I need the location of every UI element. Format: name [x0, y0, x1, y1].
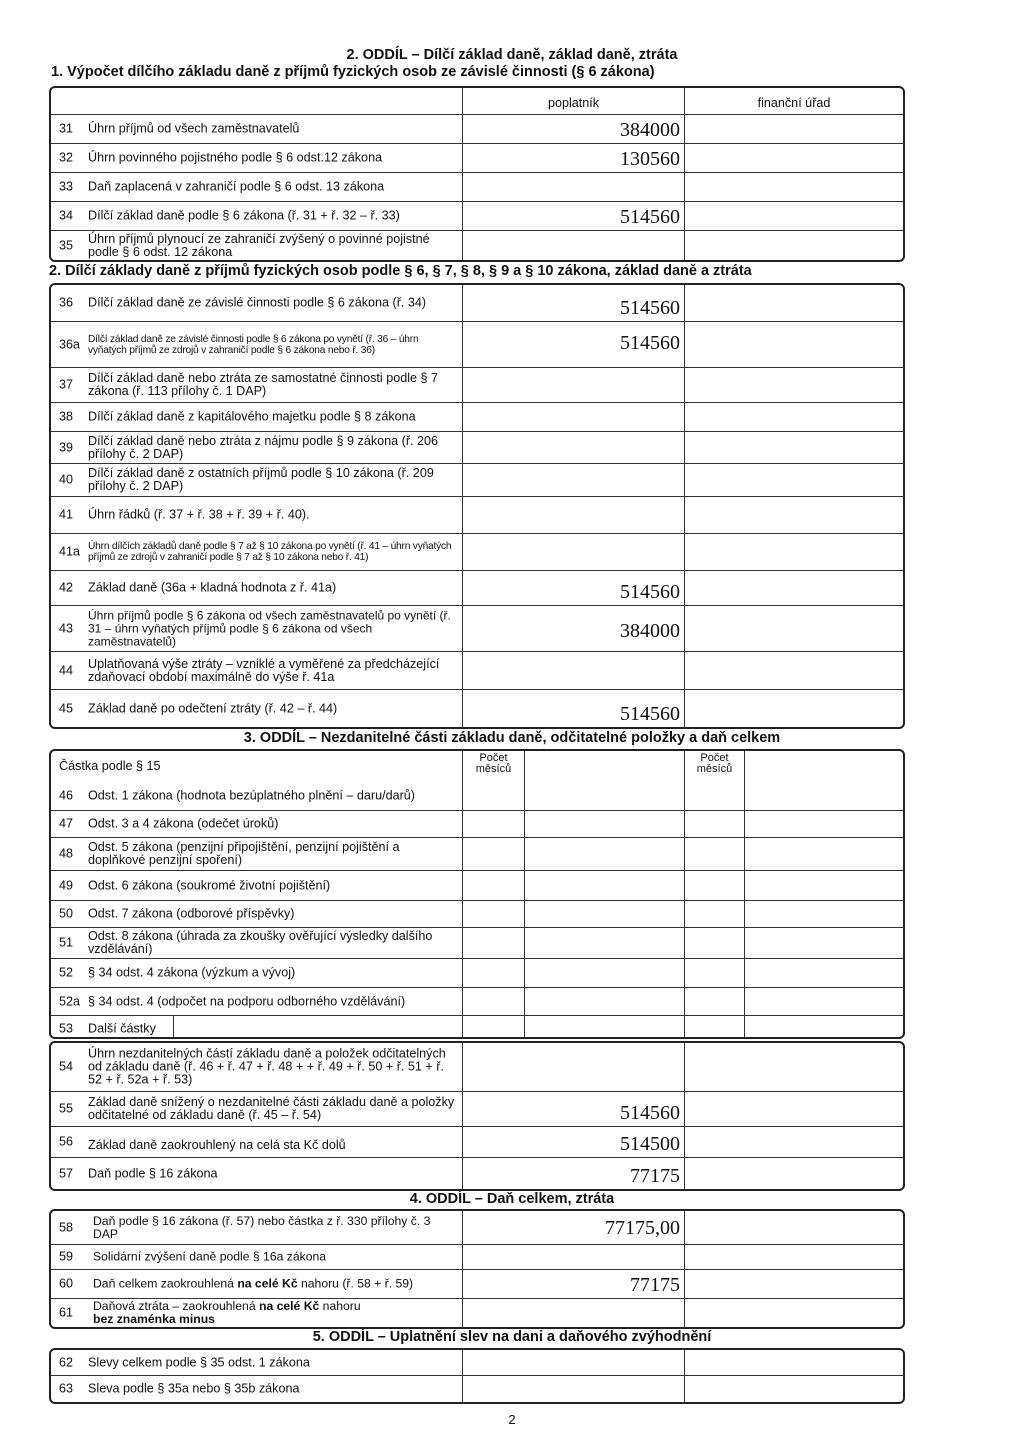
office-field[interactable] [685, 1211, 903, 1244]
months-office-field[interactable] [685, 1016, 745, 1039]
table-row [51, 114, 903, 143]
office-field[interactable] [685, 690, 903, 727]
months-office-field[interactable] [685, 928, 745, 958]
other-amount-description-field[interactable] [173, 1016, 462, 1039]
table-row: 63 Sleva podle § 35a nebo § 35b zákona [51, 1375, 903, 1402]
amount-office-field[interactable] [745, 871, 903, 900]
office-field[interactable] [685, 1376, 903, 1402]
row-label: Odst. 7 zákona (odborové příspěvky) [88, 906, 295, 921]
months-field[interactable] [463, 871, 525, 900]
row-number: 31 [59, 121, 74, 136]
value-field[interactable]: 77175,00 [463, 1211, 685, 1244]
row-label: Odst. 5 zákona (penzijní připojištění, penzijní pojištění a doplňkové penzijní spoření) [88, 840, 400, 867]
months-field[interactable] [463, 928, 525, 958]
table-row: 62 Slevy celkem podle § 35 odst. 1 zákona [51, 1350, 903, 1375]
allowance-row [51, 837, 903, 870]
allowance-row [51, 1015, 903, 1039]
office-field[interactable] [685, 606, 903, 651]
pocet-label: Počet měsíců [696, 752, 733, 775]
value-field[interactable] [463, 652, 685, 689]
amount-office-field[interactable] [745, 811, 903, 837]
section3-title: 3. ODDÍL – Nezdanitelné části základu daně, odčitatelné položky a daň celkem [243, 730, 781, 746]
table-row: 36 Dílčí základ daně ze závislé činnosti podle § 6 zákona (ř. 34) 514560 [51, 285, 903, 321]
allowance-row [51, 958, 903, 987]
value-field[interactable]: 514560 [463, 202, 685, 230]
value-field[interactable] [463, 1376, 685, 1402]
value-field[interactable]: 514560 [463, 285, 685, 321]
value-field[interactable] [463, 368, 685, 402]
allowance-row [51, 927, 903, 958]
office-field[interactable] [685, 432, 903, 463]
row-label: Další částky [88, 1021, 156, 1035]
office-field[interactable] [685, 1245, 903, 1269]
office-field[interactable] [685, 173, 903, 201]
row-label: Odst. 6 zákona (soukromé životní pojištění) [88, 878, 331, 892]
table-row: 41 Úhrn řádků (ř. 37 + ř. 38 + ř. 39 + ř. 40). [51, 496, 903, 533]
amount-field[interactable] [525, 811, 685, 837]
row-number: 47 [59, 816, 74, 831]
table-row: 57 Daň podle § 16 zákona 77175 [51, 1157, 903, 1189]
amount-field[interactable] [525, 988, 685, 1015]
months-office-field[interactable] [685, 901, 745, 927]
row-number: 53 [59, 1021, 74, 1035]
amount-office-field[interactable] [745, 988, 903, 1015]
col-poplatnik: poplatník [547, 96, 600, 110]
amount-office-field[interactable] [745, 838, 903, 870]
table-row: 58 Daň podle § 16 zákona (ř. 57) nebo částka z ř. 330 přílohy č. 3 DAP 77175,00 [51, 1211, 903, 1244]
table-row: 54 Úhrn nezdanitelných částí základu daně a položek odčitatelných od základu daně (ř. 46 + ř. 47 + ř. 48 + + ř. 49 + ř. 50 + ř. 51 + ř. 52 + ř. 52a + ř. 53) [51, 1043, 903, 1091]
value-field[interactable]: 77175 [463, 1270, 685, 1298]
value-field[interactable] [463, 497, 685, 533]
row-label: Úhrn příjmů od všech zaměstnavatelů [88, 121, 300, 136]
office-field[interactable] [685, 403, 903, 431]
table-tax-base-summary [49, 1041, 905, 1191]
office-field[interactable] [685, 1299, 903, 1327]
value-field[interactable]: 514560 [463, 690, 685, 727]
amount-office-field[interactable] [745, 959, 903, 987]
table-row: 59 Solidární zvýšení daně podle § 16a zákona [51, 1244, 903, 1269]
row-number: 49 [59, 878, 74, 892]
page-number: 2 [508, 1412, 516, 1427]
months-office-field[interactable] [685, 871, 745, 900]
allowance-row [51, 900, 903, 927]
allowance-row [51, 781, 903, 810]
office-field[interactable] [685, 115, 903, 143]
value-field[interactable] [463, 464, 685, 496]
months-field[interactable] [463, 781, 525, 810]
allowance-row [51, 870, 903, 900]
table-header-row [51, 88, 903, 114]
section2-sub2: 2. Dílčí základy daně z příjmů fyzických osob podle § 6, § 7, § 8, § 9 a § 10 zákona, základ daně a ztráta [49, 263, 752, 279]
row-number: 52a [59, 994, 81, 1008]
months-field[interactable] [463, 811, 525, 837]
office-field[interactable] [685, 202, 903, 230]
office-field[interactable] [685, 497, 903, 533]
row-label: Odst. 1 zákona (hodnota bezúplatného plnění – daru/darů) [88, 788, 415, 802]
table-row: 36a Dílčí základ daně ze závislé činnosti podle § 6 zákona po vynětí (ř. 36 – úhrn vyňatých příjmů ze zdrojů v zahraničí podle § 6 zákona nebo ř. 36) 514560 [51, 321, 903, 367]
value-field[interactable] [463, 173, 685, 201]
table-dependent-income [49, 86, 905, 262]
amount-office-field[interactable] [745, 1016, 903, 1039]
table-row: 37 Dílčí základ daně nebo ztráta ze samostatné činnosti podle § 7 zákona (ř. 113 přílohy č. 1 DAP) [51, 367, 903, 402]
table-row: 61 Daňová ztráta – zaokrouhlená na celé Kč nahoru bez znaménka minus [51, 1298, 903, 1327]
value-field[interactable] [463, 1245, 685, 1269]
table-tax-total [49, 1209, 905, 1329]
office-field[interactable] [685, 534, 903, 570]
amount-field[interactable] [525, 928, 685, 958]
office-field[interactable] [685, 652, 903, 689]
table-row: 55 Základ daně snížený o nezdanitelné části základu daně a položky odčitatelné od základu daně (ř. 45 – ř. 54) 514560 [51, 1091, 903, 1126]
row-number: 48 [59, 846, 74, 861]
allowance-header: Částka podle § 15 [59, 759, 161, 773]
office-field[interactable] [685, 322, 903, 367]
value-field[interactable] [463, 534, 685, 570]
office-field[interactable] [685, 1350, 903, 1375]
row-label: Odst. 3 a 4 zákona (odečet úroků) [88, 816, 279, 831]
value-field[interactable]: 130560 [463, 144, 685, 172]
value-field[interactable]: 384000 [463, 115, 685, 143]
table-row: 40 Dílčí základ daně z ostatních příjmů podle § 10 zákona (ř. 209 přílohy č. 2 DAP) [51, 463, 903, 496]
amount-field[interactable] [525, 901, 685, 927]
table-row: 44 Uplatňovaná výše ztráty – vzniklé a vyměřené za předcházející zdaňovací období maximálně do výše ř. 41a [51, 651, 903, 689]
table-row: 41a Úhrn dílčích základů daně podle § 7 až § 10 zákona po vynětí (ř. 41 – úhrn vyňatých příjmů ze zdrojů v zahraničí podle § 7 až § 10 zákona nebo ř. 41) [51, 533, 903, 570]
amount-field[interactable] [525, 838, 685, 870]
table-header-row [51, 751, 903, 781]
months-field[interactable] [463, 901, 525, 927]
office-field[interactable] [685, 1127, 903, 1157]
allowance-row [51, 810, 903, 837]
section5-title: 5. ODDÍL – Uplatnění slev na dani a daňového zvýhodnění [312, 1329, 712, 1345]
row-label: § 34 odst. 4 zákona (výzkum a vývoj) [88, 965, 296, 980]
row-number: 46 [59, 788, 74, 802]
table-row: 34 Dílčí základ daně podle § 6 zákona (ř. 31 + ř. 32 – ř. 33) 514560 [51, 201, 903, 230]
value-field[interactable] [463, 1299, 685, 1327]
months-field[interactable] [463, 959, 525, 987]
value-field[interactable]: 77175 [463, 1158, 685, 1189]
table-row: 56 Základ daně zaokrouhlený na celá sta Kč dolů 514500 [51, 1126, 903, 1157]
months-field[interactable] [463, 1016, 525, 1039]
office-field[interactable] [685, 368, 903, 402]
office-field[interactable] [685, 571, 903, 605]
amount-field[interactable] [525, 959, 685, 987]
amount-field[interactable] [525, 1016, 685, 1039]
table-row: 39 Dílčí základ daně nebo ztráta z nájmu podle § 9 zákona (ř. 206 přílohy č. 2 DAP) [51, 431, 903, 463]
value-field[interactable]: 514560 [463, 322, 685, 367]
amount-field[interactable] [525, 781, 685, 810]
value-field[interactable]: 384000 [463, 606, 685, 651]
value-field[interactable]: 514500 [463, 1127, 685, 1157]
row-number: 50 [59, 906, 74, 921]
table-row: 42 Základ daně (36a + kladná hodnota z ř. 41a) 514560 [51, 570, 903, 605]
table-row: 35 Úhrn příjmů plynoucí ze zahraničí zvýšený o povinné pojistné podle § 6 odst. 12 zákona [51, 230, 903, 260]
value-field[interactable] [463, 231, 685, 260]
table-partial-tax-bases [49, 283, 905, 729]
months-office-field[interactable] [685, 781, 745, 810]
value-field[interactable] [463, 403, 685, 431]
row-number: 51 [59, 935, 74, 950]
table-row: 38 Dílčí základ daně z kapitálového majetku podle § 8 zákona [51, 402, 903, 431]
value-field[interactable]: 514560 [463, 1092, 685, 1126]
amount-office-field[interactable] [745, 928, 903, 958]
office-field[interactable] [685, 464, 903, 496]
section2-sub1: 1. Výpočet dílčího základu daně z příjmů fyzických osob ze závislé činnosti (§ 6 zákona) [51, 64, 655, 80]
allowance-rows [51, 781, 903, 1039]
row-number: 52 [59, 965, 74, 980]
office-field[interactable] [685, 1270, 903, 1298]
section2-title: 2. ODDÍL – Dílčí základ daně, základ daně, ztráta [346, 47, 678, 63]
value-field[interactable] [463, 432, 685, 463]
table-row: 45 Základ daně po odečtení ztráty (ř. 42 – ř. 44) 514560 [51, 689, 903, 727]
months-field[interactable] [463, 838, 525, 870]
value-field[interactable] [463, 1043, 685, 1091]
row-label: Odst. 8 zákona (úhrada za zkoušky ověřující výsledky dalšího vzdělávání) [88, 929, 433, 956]
row-label: § 34 odst. 4 (odpočet na podporu odborného vzdělávání) [88, 994, 406, 1008]
table-row: 60 Daň celkem zaokrouhlená na celé Kč nahoru (ř. 58 + ř. 59) 77175 [51, 1269, 903, 1298]
table-row: 33 Daň zaplacená v zahraničí podle § 6 odst. 13 zákona [51, 172, 903, 201]
table-allowances [49, 749, 905, 1039]
months-office-field[interactable] [685, 811, 745, 837]
col-financni-urad: finanční úřad [757, 96, 831, 110]
allowance-row [51, 987, 903, 1015]
section4-title: 4. ODDÍL – Daň celkem, ztráta [409, 1191, 615, 1207]
office-field[interactable] [685, 285, 903, 321]
pocet-label: Počet měsíců [475, 752, 512, 775]
amount-office-field[interactable] [745, 781, 903, 810]
months-office-field[interactable] [685, 988, 745, 1015]
office-field[interactable] [685, 1043, 903, 1091]
table-tax-credits [49, 1348, 905, 1404]
office-field[interactable] [685, 144, 903, 172]
table-row: 43 Úhrn příjmů podle § 6 zákona od všech zaměstnavatelů po vynětí (ř. 31 – úhrn vyňatých příjmů podle § 6 zákona od všech zaměstnavatelů) 384000 [51, 605, 903, 651]
office-field[interactable] [685, 1158, 903, 1189]
months-office-field[interactable] [685, 959, 745, 987]
office-field[interactable] [685, 231, 903, 260]
table-row: 32 Úhrn povinného pojistného podle § 6 odst.12 zákona 130560 [51, 143, 903, 172]
months-field[interactable] [463, 988, 525, 1015]
office-field[interactable] [685, 1092, 903, 1126]
amount-field[interactable] [525, 871, 685, 900]
amount-office-field[interactable] [745, 901, 903, 927]
value-field[interactable]: 514560 [463, 571, 685, 605]
value-field[interactable] [463, 1350, 685, 1375]
months-office-field[interactable] [685, 838, 745, 870]
